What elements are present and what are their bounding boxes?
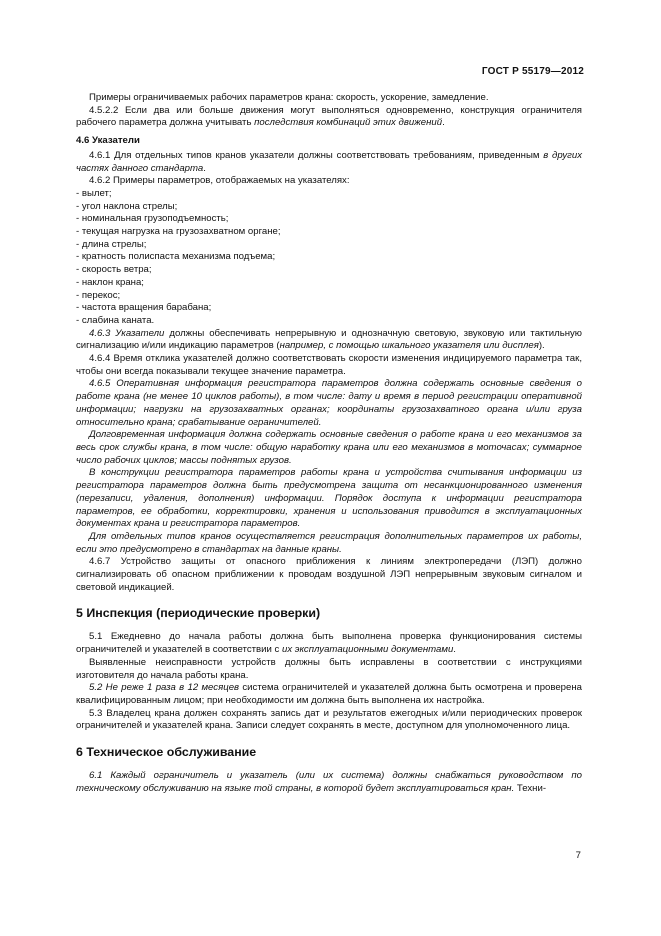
paragraph-examples: Примеры ограничиваемых рабочих параметров крана: скорость, ускорение, замедление. [89, 92, 489, 103]
italic-text: в других частях данного стандарта [76, 149, 582, 174]
italic-text: Для отдельных типов кранов осуществляется регистрация дополнительных параметров их работы, если это предусмотрено в стандартах на данные краны. [76, 530, 582, 555]
list-item: - частота вращения барабана; [76, 302, 212, 314]
italic-text: В конструкции регистратора параметров работы крана и устройства считывания информации из регистратора параметров должна быть предусмотрена защита от несанкционированного изменения (перезаписи, удаления, дополнения) информации. Порядок доступа к информации регистратора параметров, ее обработки, корректировки, хранения и использования приводится в эксплуатационных документах крана и регистратора параметров. [76, 467, 582, 530]
paragraph-4-6-5 [76, 378, 582, 429]
text: . [203, 162, 206, 174]
italic-text: 5.2 Не реже 1 раза в 12 месяцев [89, 682, 240, 694]
section-heading-6: 6 Техническое обслуживание [76, 745, 257, 760]
standard-header: ГОСТ Р 55179—2012 [481, 66, 584, 77]
italic-text: Долговременная информация должна содержать основные сведения о работе крана и его механизмов за весь срок службы крана, в том числе: общую наработку крана или его механизмов в моточасах; суммарное число рабочих циклов; массы поднятых грузов. [76, 429, 582, 466]
list-item: - кратность полиспаста механизма подъема; [76, 251, 276, 263]
section-heading-5: 5 Инспекция (периодические проверки) [76, 606, 321, 621]
parameter-list [76, 188, 582, 328]
italic-text: 4.6.3 Указатели [89, 327, 165, 339]
text: Техни- [514, 782, 547, 794]
paragraph-4-5-2-2 [76, 105, 582, 130]
list-item: - номинальная грузоподъемность; [76, 213, 229, 225]
text: . [442, 117, 445, 129]
paragraph-5-1-faults: Выявленные неисправности устройств должны быть исправлены в соответствии с инструкциями изготовителя до начала работы крана. [76, 656, 582, 681]
page-content [76, 92, 582, 795]
paragraph-4-6-7: 4.6.7 Устройство защиты от опасного приближения к линиям электропередачи (ЛЭП) должно сигнализировать об опасном приближении к проводам воздушной ЛЭП непрерывным звуковым сигналом и световой индикацией. [76, 556, 582, 593]
italic-text: их эксплуатационными документами [281, 644, 454, 656]
text: 5.1 Ежедневно до начала работы должна быть выполнена проверка функционирования системы ограничителей и указателей в соответствии с [76, 631, 582, 656]
paragraph-4-6-3 [76, 328, 582, 353]
list-item: - перекос; [76, 289, 121, 301]
page-number: 7 [575, 850, 581, 861]
subsection-heading-4-6: 4.6 Указатели [76, 135, 140, 147]
text: 4.5.2.2 Если два или больше движения могут выполняться одновременно, конструкция ограничителя рабочего параметра должна учитывать [76, 104, 582, 129]
list-item: - наклон крана; [76, 276, 144, 288]
text: 4.6.1 Для отдельных типов кранов указатели должны соответствовать требованиям, приведенным [89, 149, 544, 161]
italic-text: 6.1 Каждый ограничитель и указатель (или их система) должны снабжаться руководством по техническому обслуживанию на языке той страны, в которой будет эксплуатироваться кран. [76, 770, 582, 794]
list-item: - длина стрелы; [76, 238, 147, 250]
text: должны обеспечивать непрерывную и однозначную световую, звуковую или тактильную сигнализацию и/или индикацию параметров ( [76, 327, 583, 352]
paragraph-4-6-5-additional [76, 531, 582, 556]
list-item: - слабина каната. [76, 314, 155, 326]
paragraph-4-6-2: 4.6.2 Примеры параметров, отображаемых на указателях: [89, 175, 350, 187]
list-item: - угол наклона стрелы; [76, 200, 178, 212]
paragraph-5-2 [76, 682, 582, 707]
paragraph-5-1 [76, 631, 582, 656]
list-item: - вылет; [76, 187, 112, 199]
paragraph-4-6-5-long-term [76, 429, 582, 467]
italic-text: 4.6.5 Оперативная информация регистратора параметров должна содержать основные сведения о работе крана (не менее 10 циклов работы), в том числе: дату и время в период регистрации оперативной информации; нагрузки на грузозахватных органах; координаты грузозахватного органа и/или груза относительно крана; срабатывание ограничителей. [76, 378, 582, 428]
list-item: - текущая нагрузка на грузозахватном органе; [76, 226, 281, 238]
list-item: - скорость ветра; [76, 264, 152, 276]
text: ). [538, 340, 545, 352]
paragraph-6-1 [76, 770, 582, 795]
italic-text: последствия комбинаций этих движений [254, 117, 443, 129]
paragraph-4-6-1 [76, 150, 582, 175]
paragraph-4-6-4: 4.6.4 Время отклика указателей должно соответствовать скорости изменения индицируемого параметра так, чтобы они всегда показывали текущее значение параметра. [76, 353, 582, 377]
paragraph-5-3: 5.3 Владелец крана должен сохранять запись дат и результатов ежегодных и/или периодических проверок ограничителей и указателей крана. Записи следует сохранять в месте, доступном для уполномоченного лица. [76, 707, 582, 732]
text: система ограничителей и указателей должна быть осмотрена и проверена квалифицированным лицом; при необходимости им должна быть выполнена их настройка. [76, 682, 582, 706]
paragraph-4-6-5-protection [76, 467, 582, 531]
text: . [453, 644, 456, 656]
italic-text: например, с помощью шкального указателя или дисплея [279, 340, 539, 352]
